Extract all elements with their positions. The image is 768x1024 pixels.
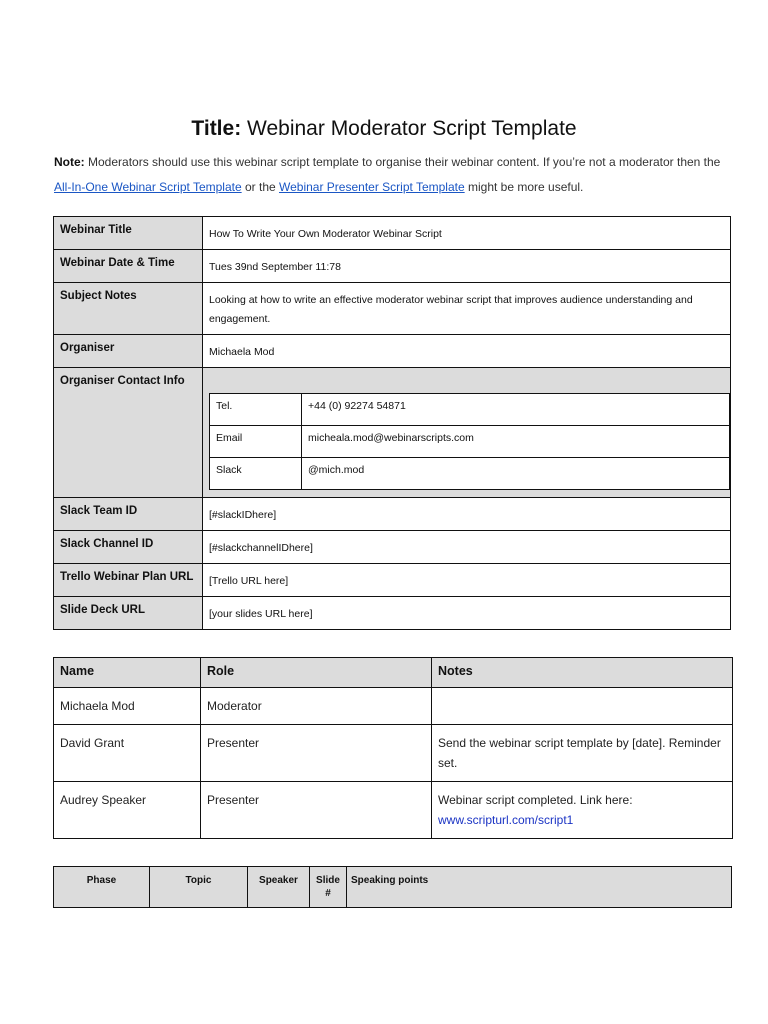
note-text-1: Moderators should use this webinar script template to organise their webinar content. If you’re not a moderator then the — [84, 155, 721, 169]
webinar-date-value: Tues 39nd September 11:78 — [203, 250, 731, 283]
title-text: Webinar Moderator Script Template — [241, 117, 577, 140]
table-row — [54, 782, 733, 839]
slides-label: Slide Deck URL — [54, 597, 203, 630]
slack-channel-label: Slack Channel ID — [54, 531, 203, 564]
table-row — [54, 368, 731, 498]
speaking-points-column-header: Speaking points — [347, 867, 732, 908]
speaker-column-header: Speaker — [248, 867, 310, 908]
slides-value: [your slides URL here] — [203, 597, 731, 630]
contact-value: @mich.mod — [302, 458, 730, 490]
organiser-value: Michaela Mod — [203, 335, 731, 368]
name-cell: Michaela Mod — [54, 688, 201, 725]
webinar-info-table — [53, 216, 731, 630]
table-header-row — [54, 867, 732, 908]
contact-key: Slack — [210, 458, 302, 490]
contact-key: Tel. — [210, 394, 302, 426]
team-table — [53, 657, 733, 839]
table-header-row — [54, 658, 733, 688]
note-text-3: might be more useful. — [464, 179, 584, 194]
table-row — [54, 217, 731, 250]
table-row — [210, 426, 730, 458]
table-row — [54, 564, 731, 597]
webinar-title-value: How To Write Your Own Moderator Webinar Script — [203, 217, 731, 250]
page-title — [0, 117, 768, 141]
presenter-template-link[interactable]: Webinar Presenter Script Template — [279, 179, 465, 194]
name-column-header: Name — [54, 658, 201, 688]
role-column-header: Role — [201, 658, 432, 688]
note-text-2: or the — [241, 179, 279, 194]
role-cell: Moderator — [201, 688, 432, 725]
table-row — [210, 458, 730, 490]
table-row — [54, 531, 731, 564]
webinar-date-label: Webinar Date & Time — [54, 250, 203, 283]
subject-notes-value: Looking at how to write an effective moderator webinar script that improves audience understanding and engagement. — [203, 283, 731, 335]
note-label: Note: — [54, 155, 85, 169]
slide-number-column-header: Slide # — [310, 867, 347, 908]
contact-value: micheala.mod@webinarscripts.com — [302, 426, 730, 458]
slack-team-label: Slack Team ID — [54, 498, 203, 531]
table-row — [54, 250, 731, 283]
topic-column-header: Topic — [150, 867, 248, 908]
name-cell: David Grant — [54, 725, 201, 782]
role-cell: Presenter — [201, 725, 432, 782]
name-cell: Audrey Speaker — [54, 782, 201, 839]
contact-info-cell — [203, 368, 731, 498]
organiser-label: Organiser — [54, 335, 203, 368]
table-row — [54, 725, 733, 782]
webinar-title-label: Webinar Title — [54, 217, 203, 250]
all-in-one-template-link[interactable]: All-In-One Webinar Script Template — [54, 179, 242, 194]
notes-text: Webinar script completed. Link here: — [438, 793, 633, 807]
notes-cell — [432, 688, 733, 725]
table-row — [54, 335, 731, 368]
table-row — [54, 688, 733, 725]
trello-value: [Trello URL here] — [203, 564, 731, 597]
contact-value: +44 (0) 92274 54871 — [302, 394, 730, 426]
notes-column-header: Notes — [432, 658, 733, 688]
contact-table — [209, 393, 730, 490]
script-link[interactable]: www.scripturl.com/script1 — [438, 813, 574, 827]
notes-cell — [432, 782, 733, 839]
role-cell: Presenter — [201, 782, 432, 839]
phase-column-header: Phase — [54, 867, 150, 908]
table-row — [54, 498, 731, 531]
notes-cell: Send the webinar script template by [date]. Reminder set. — [432, 725, 733, 782]
phase-table — [53, 866, 732, 908]
subject-notes-label: Subject Notes — [54, 283, 203, 335]
title-prefix: Title: — [191, 117, 242, 140]
table-row — [54, 283, 731, 335]
trello-label: Trello Webinar Plan URL — [54, 564, 203, 597]
slack-channel-value: [#slackchannelIDhere] — [203, 531, 731, 564]
contact-key: Email — [210, 426, 302, 458]
table-row — [210, 394, 730, 426]
slack-team-value: [#slackIDhere] — [203, 498, 731, 531]
table-row — [54, 597, 731, 630]
contact-info-label: Organiser Contact Info — [54, 368, 203, 498]
intro-note — [54, 150, 734, 199]
